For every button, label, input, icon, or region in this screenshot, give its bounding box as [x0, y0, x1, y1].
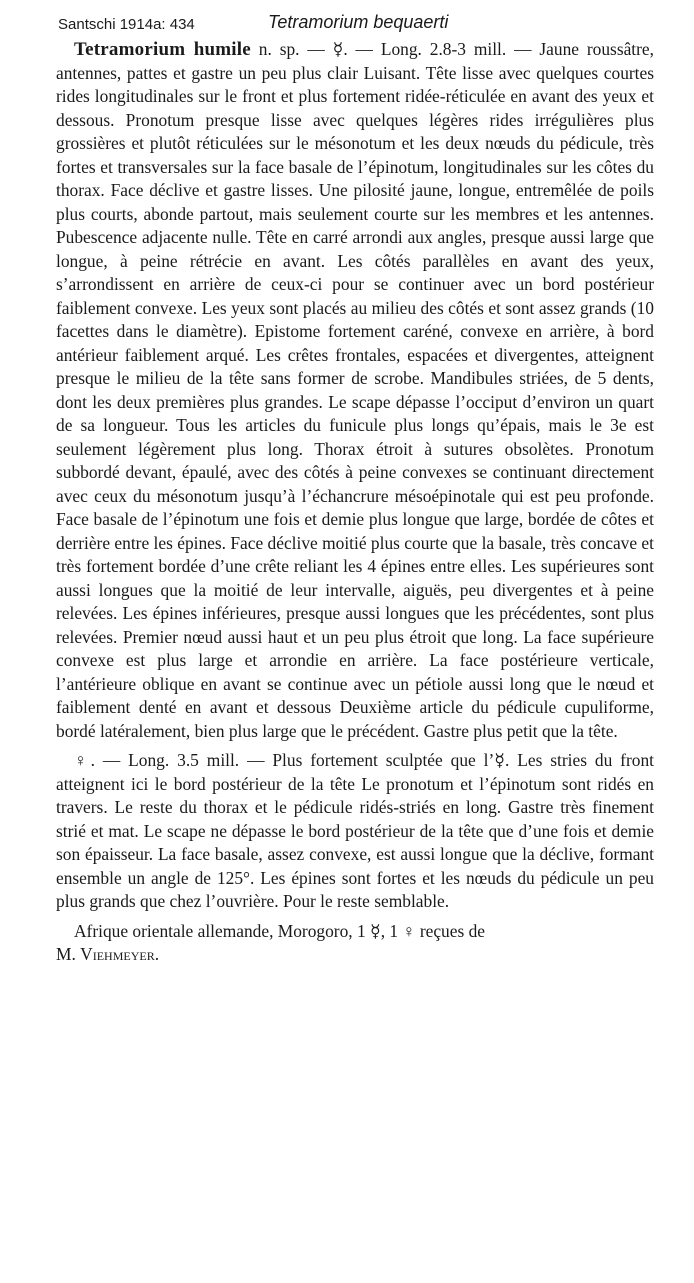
female-paragraph — [56, 749, 654, 914]
collector-name: Viehmeyer. — [80, 944, 160, 964]
worker-paragraph — [56, 38, 654, 743]
citation-text: Santschi 1914a: 434 — [58, 16, 195, 33]
page-header — [58, 12, 658, 36]
taxon-title: Tetramorium bequaerti — [268, 12, 449, 32]
collector-prefix: M. — [56, 944, 81, 964]
locality-paragraph — [56, 920, 654, 967]
worker-lead: n. sp. — ☿. — Long. 2.8-3 mill. — — [250, 39, 532, 59]
locality-text: Afrique orientale allemande, Morogoro, 1 ☿, 1 ♀ reçues de — [74, 920, 485, 941]
female-description: ♀. — Long. 3.5 mill. — Plus fortement sculptée que l’☿. Les stries du front atteignent ici le bord postérieur de la tête Le pronotum et l’épinotum sont ridés en travers. Le reste du thorax et le pédicule ridés-striés en long. Gastre très finement strié et mat. Le scape ne dépasse le bord postérieur de la tête que d’une fois et demie son épaisseur. La face basale, assez convexe, est aussi longue que la déclive, formant ensemble un angle de 125°. Les épines sont fortes et les nœuds du pédicule un peu plus grands que chez l’ouvrière. Pour le reste semblable. — [56, 750, 654, 911]
worker-description: Jaune roussâtre, antennes, pattes et gastre un peu plus clair Luisant. Tête lisse avec quelques courtes rides longitudinales sur le front et plus fortement ridée-réticulée en avant des yeux et dessous. Pronotum presque lisse avec quelques légères rides irrégulières plus grossières et plutôt réticulées sur le mésonotum et les deux nœuds du pédicule, très fortes et transversales sur la face basale de l’épinotum, longitudinales sur les côtes du thorax. Face déclive et gastre lisses. Une pilosité jaune, longue, entremêlée de poils plus courts, abonde partout, mais seulement courte sur les membres et les antennes. Pubescence adjacente nulle. Tête en carré arrondi aux angles, presque aussi large que longue, à peine rétrécie en avant. Les côtés parallèles en avant des yeux, s’arrondissent en arrière de ceux-ci pour se continuer avec un bord postérieur faiblement convexe. Les yeux sont placés au milieu des côtés et sont assez grands (10 facettes dans le diamètre). Epistome fortement caréné, convexe en arrière, à bord antérieur faiblement arqué. Les crêtes frontales, espacées et divergentes, atteignent presque le milieu de la tête sans former de scrobe. Mandibules striées, de 5 dents, dont les deux premières plus grandes. Le scape dépasse l’occiput d’environ un quart de sa longueur. Tous les articles du funicule plus longs qu’épais, mais le 3e est seulement légèrement plus long. Thorax étroit à sutures obsolètes. Pronotum subbordé devant, épaulé, avec des côtés à peine convexes se continuant directement avec ceux du mésonotum jusqu’à l’échancrure mésoépinotale qui est peu profonde. Face basale de l’épinotum une fois et demie plus longue que large, bordée de côtes et derrière entre les épines. Face déclive moitié plus courte que la basale, très concave et très fortement bordée d’une crête reliant les 4 épines entre elles. Les supérieures sont aussi longues que la moitié de leur intervalle, aiguës, peu divergentes et à peine relevées. Les épines inférieures, presque aussi longues que les précédentes, sont plus relevées. Premier nœud aussi haut et un peu plus étroit que long. La face supérieure convexe est plus large et arrondie en arrière. La face postérieure verticale, l’antérieure oblique en avant se continue avec un pétiole aussi long que le nœud et faiblement denté en avant et dessous Deuxième article du pédicule cupuliforme, bordé latéralement, bien plus large que le précédent. Gastre plus petit que la tête. — [56, 39, 654, 741]
species-name: Tetramorium humile — [74, 39, 251, 60]
description-body — [56, 38, 654, 967]
